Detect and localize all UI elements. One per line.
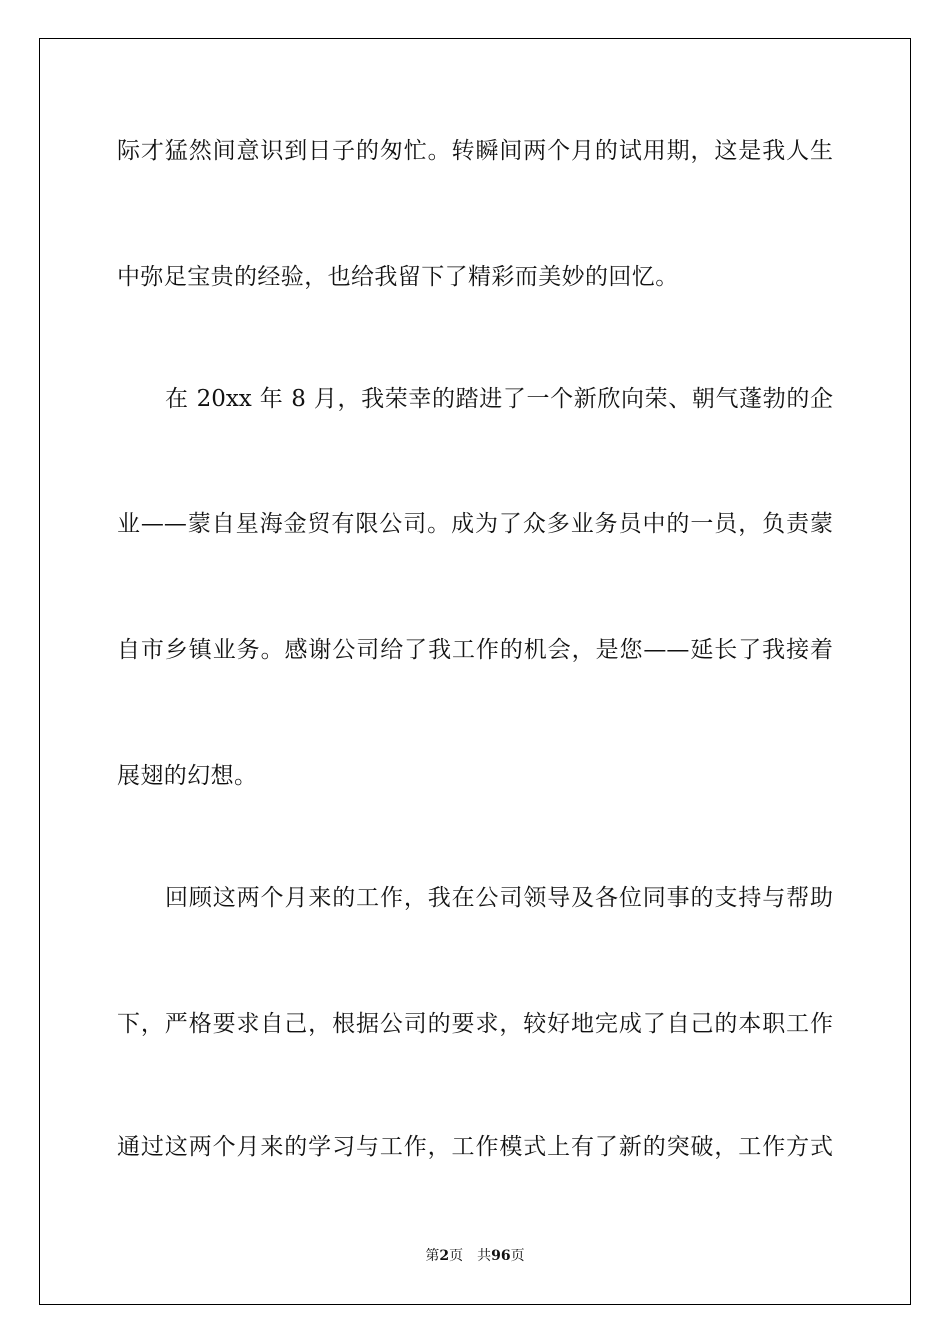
footer-total-pages: 96 <box>491 1248 511 1264</box>
text-line-7: 回顾这两个月来的工作，我在公司领导及各位同事的支持与帮助 <box>165 885 833 911</box>
text-line-4: 业——蒙自星海金贸有限公司。成为了众多业务员中的一员，负责蒙 <box>117 511 833 537</box>
page-footer <box>0 1247 950 1265</box>
footer-total-prefix: 共 <box>477 1248 492 1264</box>
text-line-6: 展翅的幻想。 <box>117 763 258 789</box>
page-border <box>39 38 911 1305</box>
footer-page-suffix: 页 <box>449 1248 464 1264</box>
text-line-2: 中弥足宝贵的经验，也给我留下了精彩而美妙的回忆。 <box>117 264 679 290</box>
text-line-8: 下，严格要求自己，根据公司的要求，较好地完成了自己的本职工作 <box>117 1011 833 1037</box>
footer-page-number: 2 <box>439 1248 450 1264</box>
footer-page-prefix: 第 <box>425 1248 440 1264</box>
text-line-5: 自市乡镇业务。感谢公司给了我工作的机会，是您——延长了我接着 <box>117 637 833 663</box>
footer-total-suffix: 页 <box>510 1248 525 1264</box>
text-line-3: 在 20xx 年 8 月，我荣幸的踏进了一个新欣向荣、朝气蓬勃的企 <box>165 386 833 412</box>
text-line-9: 通过这两个月来的学习与工作，工作模式上有了新的突破，工作方式 <box>117 1134 833 1160</box>
text-line-1: 际才猛然间意识到日子的匆忙。转瞬间两个月的试用期，这是我人生 <box>117 138 833 164</box>
